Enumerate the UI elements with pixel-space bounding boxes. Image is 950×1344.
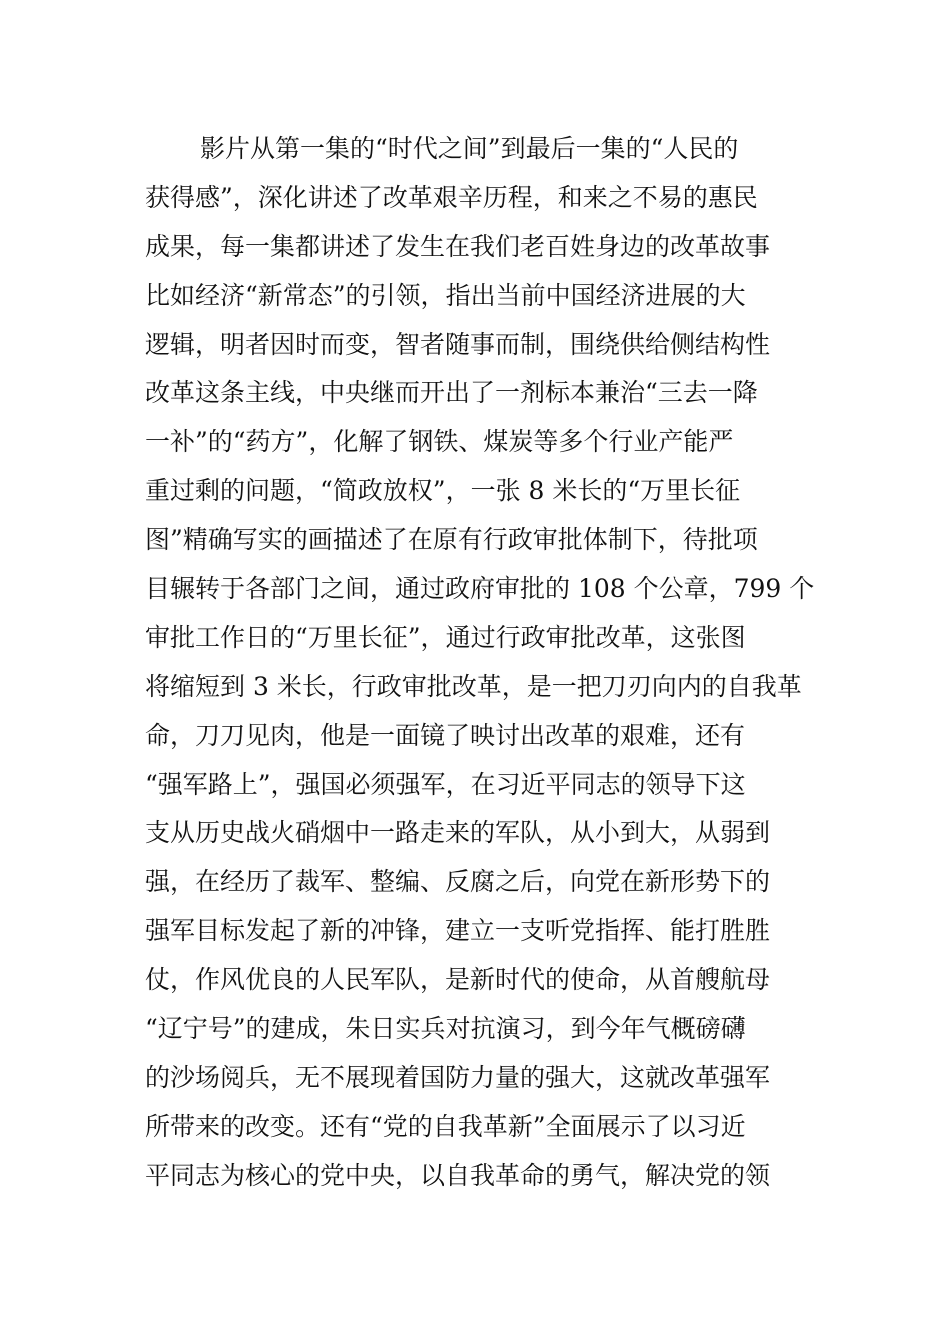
text-line: 命，刀刀见肉，他是一面镜了映讨出改革的艰难，还有 bbox=[145, 720, 746, 750]
text-line: 支从历史战火硝烟中一路走来的军队，从小到大，从弱到 bbox=[145, 818, 771, 848]
text-line: 审批工作日的“万里长征”，通过行政审批改革，这张图 bbox=[145, 622, 746, 652]
text-line: 改革这条主线，中央继而开出了一剂标本兼治“三去一降 bbox=[145, 378, 758, 408]
text-line: 强，在经历了裁军、整编、反腐之后，向党在新形势下的 bbox=[145, 867, 771, 897]
text-line: 仗，作风优良的人民军队，是新时代的使命，从首艘航母 bbox=[145, 965, 771, 995]
text-line: “强军路上”，强国必须强军，在习近平同志的领导下这 bbox=[145, 769, 746, 799]
text-line: 所带来的改变。还有“党的自我革新”全面展示了以习近 bbox=[145, 1111, 746, 1141]
text-line: 的沙场阅兵，无不展现着国防力量的强大，这就改革强军 bbox=[145, 1062, 771, 1092]
text-line: 逻辑，明者因时而变，智者随事而制，围绕供给侧结构性 bbox=[145, 329, 771, 359]
text-line: 成果，每一集都讲述了发生在我们老百姓身边的改革故事 bbox=[145, 231, 771, 261]
text-line: 比如经济“新常态”的引领，指出当前中国经济进展的大 bbox=[145, 280, 746, 310]
text-line: “辽宁号”的建成，朱日实兵对抗演习，到今年气概磅礴 bbox=[145, 1014, 746, 1044]
text-line: 图”精确写实的画描述了在原有行政审批体制下，待批项 bbox=[145, 525, 758, 555]
text-line: 强军目标发起了新的冲锋，建立一支听党指挥、能打胜胜 bbox=[145, 916, 771, 946]
text-line: 目辗转于各部门之间，通过政府审批的 108 个公章，799 个 bbox=[145, 574, 815, 604]
text-line: 重过剩的问题，“简政放权”，一张 8 米长的“万里长征 bbox=[145, 476, 741, 506]
text-line: 获得感”，深化讲述了改革艰辛历程，和来之不易的惠民 bbox=[145, 182, 758, 212]
text-line: 将缩短到 3 米长，行政审批改革，是一把刀刃向内的自我革 bbox=[145, 671, 802, 701]
body-paragraph bbox=[145, 125, 825, 1201]
text-line: 一补”的“药方”，化解了钢铁、煤炭等多个行业产能严 bbox=[145, 427, 734, 457]
text-line: 平同志为核心的党中央，以自我革命的勇气，解决党的领 bbox=[145, 1160, 771, 1190]
text-line: 影片从第一集的“时代之间”到最后一集的“人民的 bbox=[200, 134, 739, 163]
